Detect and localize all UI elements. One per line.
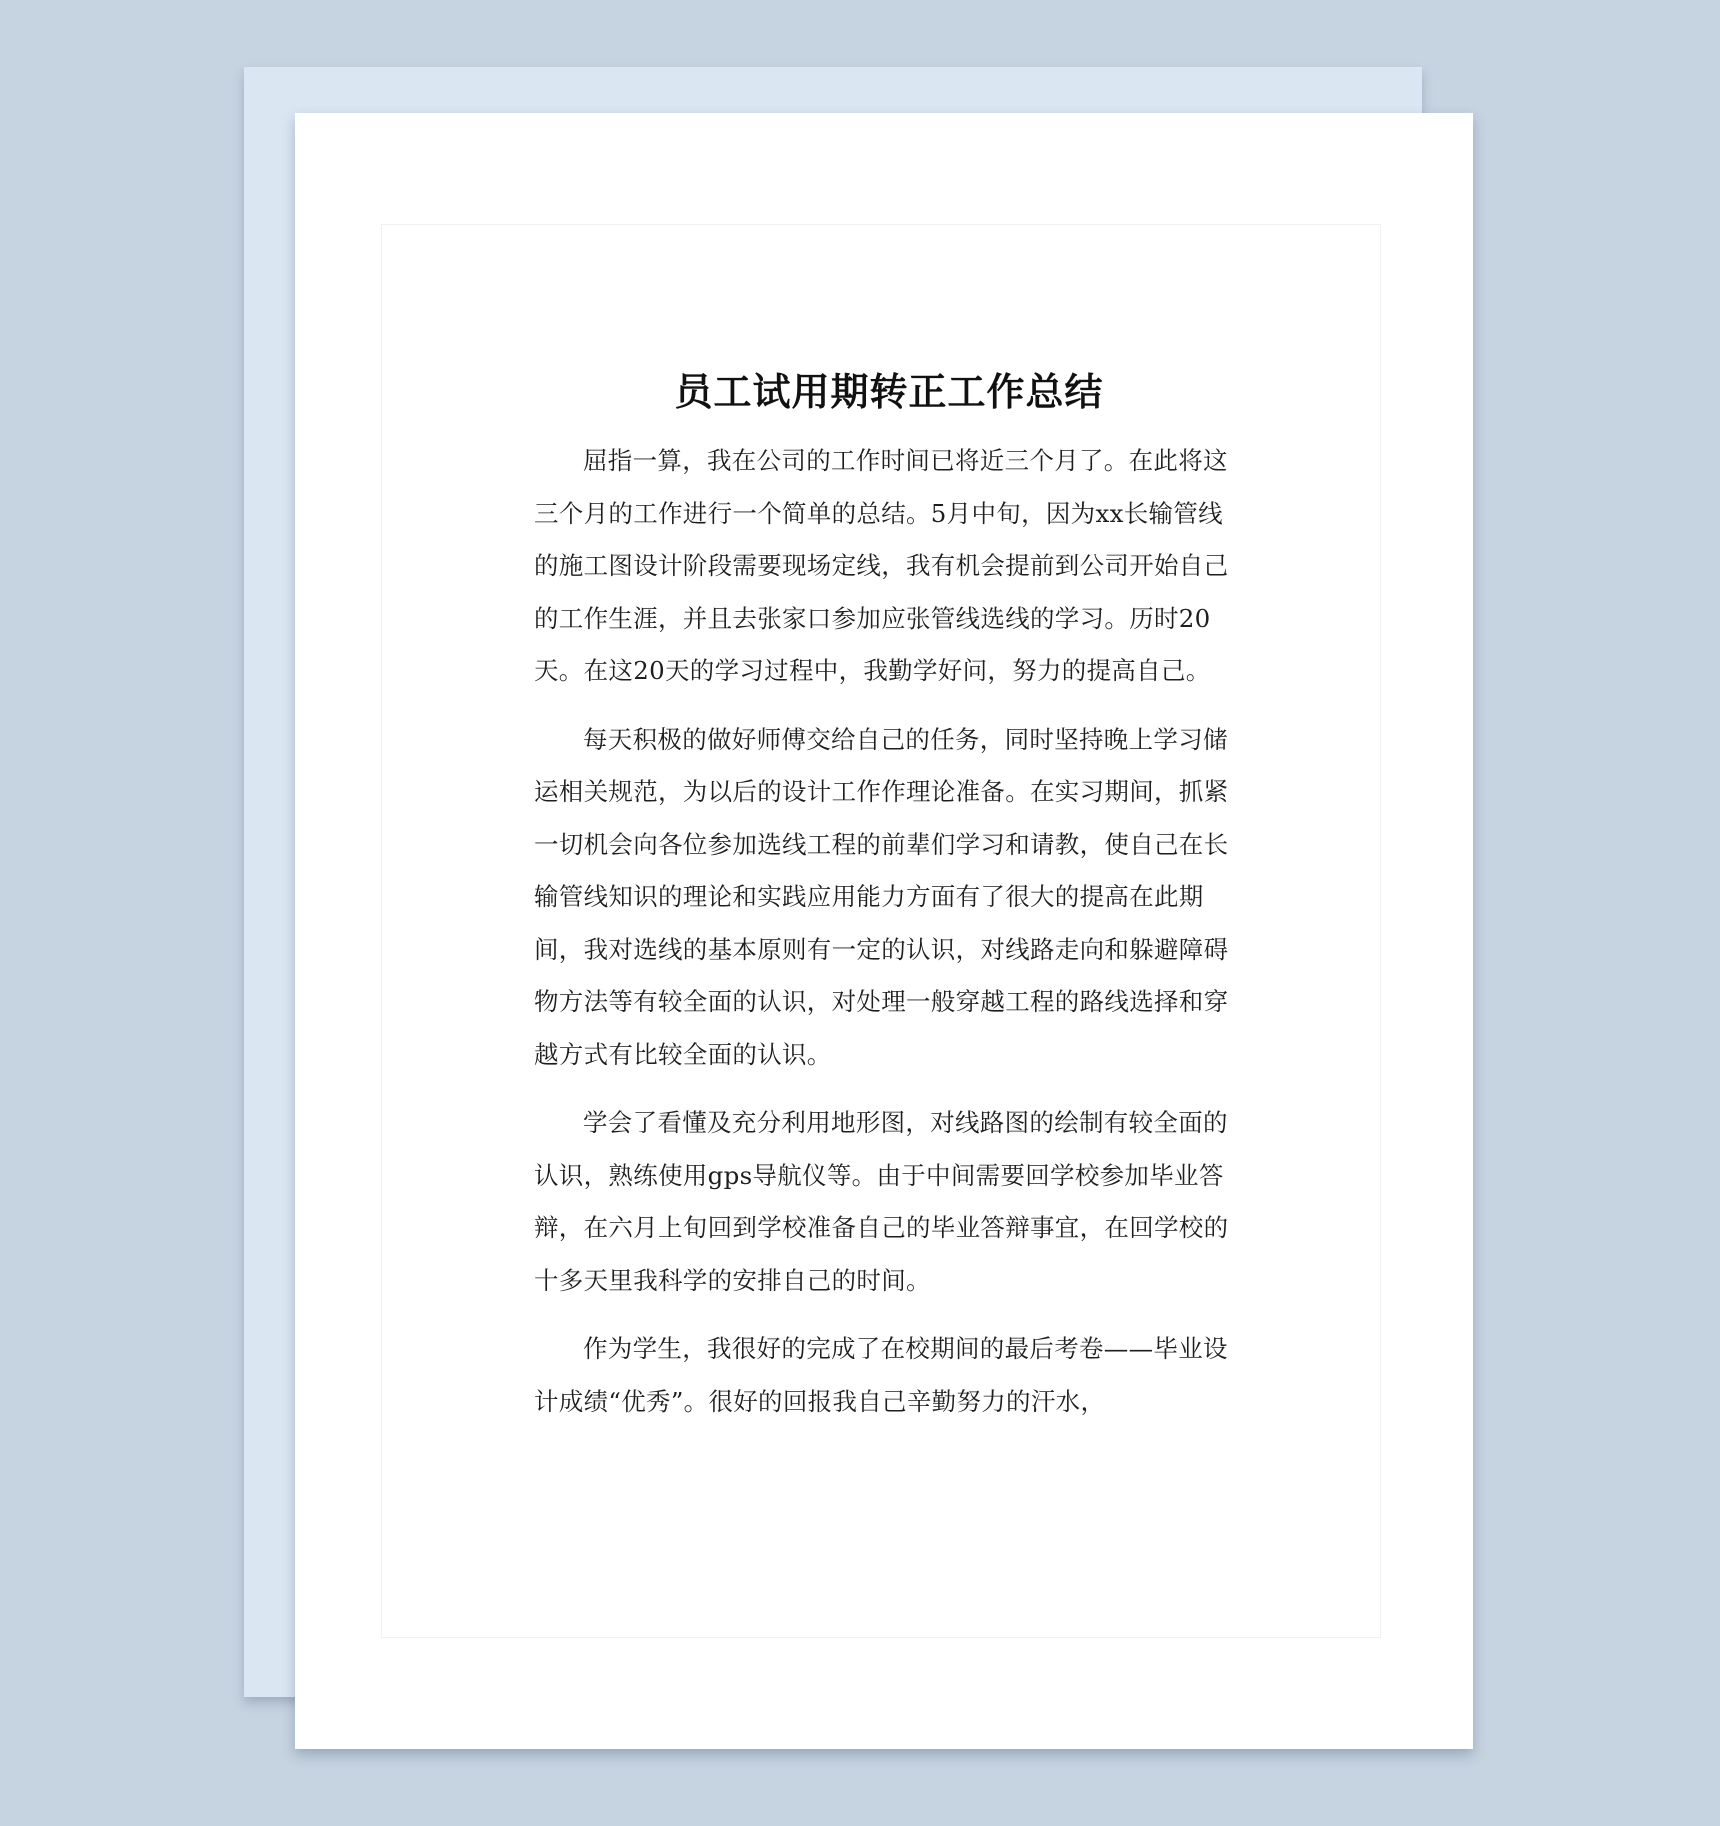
paragraph-2: 每天积极的做好师傅交给自己的任务，同时坚持晚上学习储运相关规范，为以后的设计工作作理论准备。在实习期间，抓紧一切机会向各位参加选线工程的前辈们学习和请教，使自己在长输管线知识的理论和实践应用能力方面有了很大的提高在此期间，我对选线的基本原则有一定的认识，对线路走向和躲避障碍物方法等有较全面的认识，对处理一般穿越工程的路线选择和穿越方式有比较全面的认识。 [534, 724, 1229, 1069]
paragraph-3: 学会了看懂及充分利用地形图，对线路图的绘制有较全面的认识，熟练使用gps导航仪等。由于中间需要回学校参加毕业答辩，在六月上旬回到学校准备自己的毕业答辩事宜，在回学校的十多天里我科学的安排自己的时间。 [534, 1108, 1229, 1295]
document-page [295, 113, 1473, 1749]
document-body [534, 368, 1244, 1428]
document-title: 员工试用期转正工作总结 [674, 370, 1104, 414]
paragraph-4: 作为学生，我很好的完成了在校期间的最后考卷——毕业设计成绩“优秀”。很好的回报我自己辛勤努力的汗水， [534, 1334, 1228, 1416]
paragraph-1: 屈指一算，我在公司的工作时间已将近三个月了。在此将这三个月的工作进行一个简单的总结。5月中旬，因为xx长输管线的施工图设计阶段需要现场定线，我有机会提前到公司开始自己的工作生涯，并且去张家口参加应张管线选线的学习。历时20天。在这20天的学习过程中，我勤学好问，努力的提高自己。 [534, 446, 1229, 685]
